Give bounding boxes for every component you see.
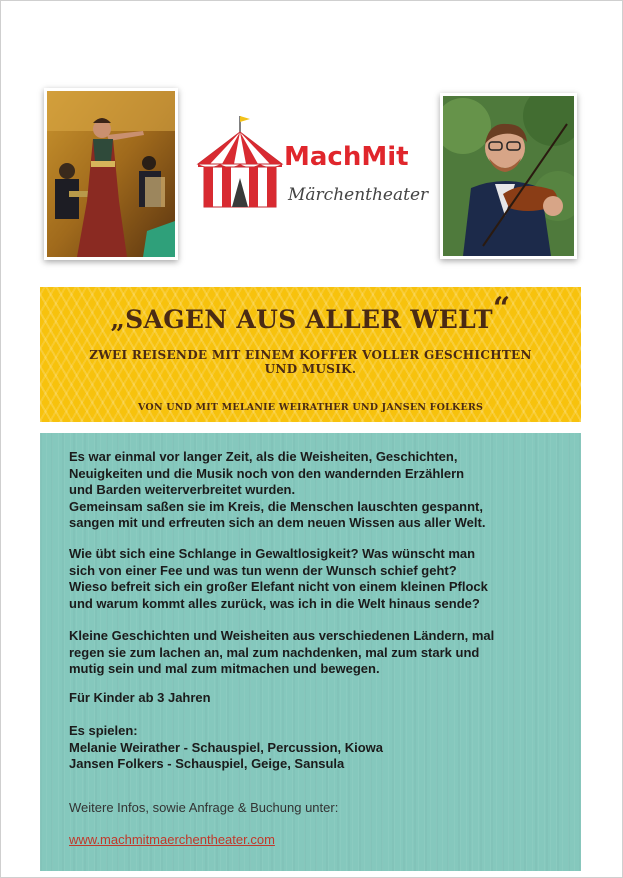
description-box [40,433,581,871]
stories-paragraph [69,628,564,678]
info-text: Weitere Infos, sowie Anfrage & Buchung unter: [69,800,339,815]
title-banner [40,287,581,422]
text-line: Neuigkeiten und die Musik noch von den wandernden Erzählern [69,465,465,481]
cast-heading: Es spielen: [69,723,138,738]
subtitle-line-2: UND MUSIK. [264,362,357,376]
logo-subtitle: Märchentheater [288,185,429,205]
text-line: und Barden weiterverbreitet wurden. [69,482,296,498]
intro-paragraph [69,449,564,532]
subtitle-line-1: ZWEI REISENDE MIT EINEM KOFFER VOLLER GESCHICHTEN [89,348,532,362]
text-line: Wieso befreit sich ein großer Elefant nicht von einem kleinen Pflock [69,579,488,595]
text-line: sangen mit und erfreuten sich an dem neuen Wissen aus aller Welt. [69,515,486,531]
title-closing-quote: “ [492,291,511,326]
age-recommendation [69,690,564,707]
banner-credits: VON UND MIT MELANIE WEIRATHER UND JANSEN FOLKERS [137,402,484,413]
age-text: Für Kinder ab 3 Jahren [69,690,211,705]
text-line: Kleine Geschichten und Weisheiten aus verschiedenen Ländern, mal [69,628,495,643]
text-line: Gemeinsam saßen sie im Kreis, die Menschen lauschten gespannt, [69,498,483,514]
banner-subtitle [60,348,561,376]
page-title [40,291,581,336]
violinist-photo [440,93,577,259]
logo-word-mach: Mach [284,142,362,172]
questions-paragraph [69,546,564,612]
logo-wordmark [284,142,409,172]
text-line: Wie übt sich eine Schlange in Gewaltlosigkeit? Was wünscht man [69,546,476,561]
performer-dancer-photo [44,88,178,260]
title-text: „SAGEN AUS ALLER WELT [110,305,493,334]
machmit-logo [192,112,432,214]
website-link[interactable]: www.machmitmaerchentheater.com [69,832,275,847]
text-line: Es war einmal vor langer Zeit, als die Weisheiten, Geschichten, [69,449,458,464]
circus-tent-icon [192,112,288,212]
cast-member-1: Melanie Weirather - Schauspiel, Percussion, Kiowa [69,739,384,755]
text-line: mutig sein und mal zum mitmachen und bewegen. [69,661,380,677]
text-line: sich von einer Fee und was tun wenn der Wunsch schief geht? [69,562,457,578]
cast-list [69,723,564,773]
text-line: regen sie zum lachen an, mal zum nachdenken, mal zum stark und [69,644,480,660]
cast-member-2: Jansen Folkers - Schauspiel, Geige, Sansula [69,756,345,772]
logo-word-mit: Mit [361,142,409,172]
text-line: und warum kommt alles zurück, was ich in die Welt hinaus sende? [69,595,480,611]
